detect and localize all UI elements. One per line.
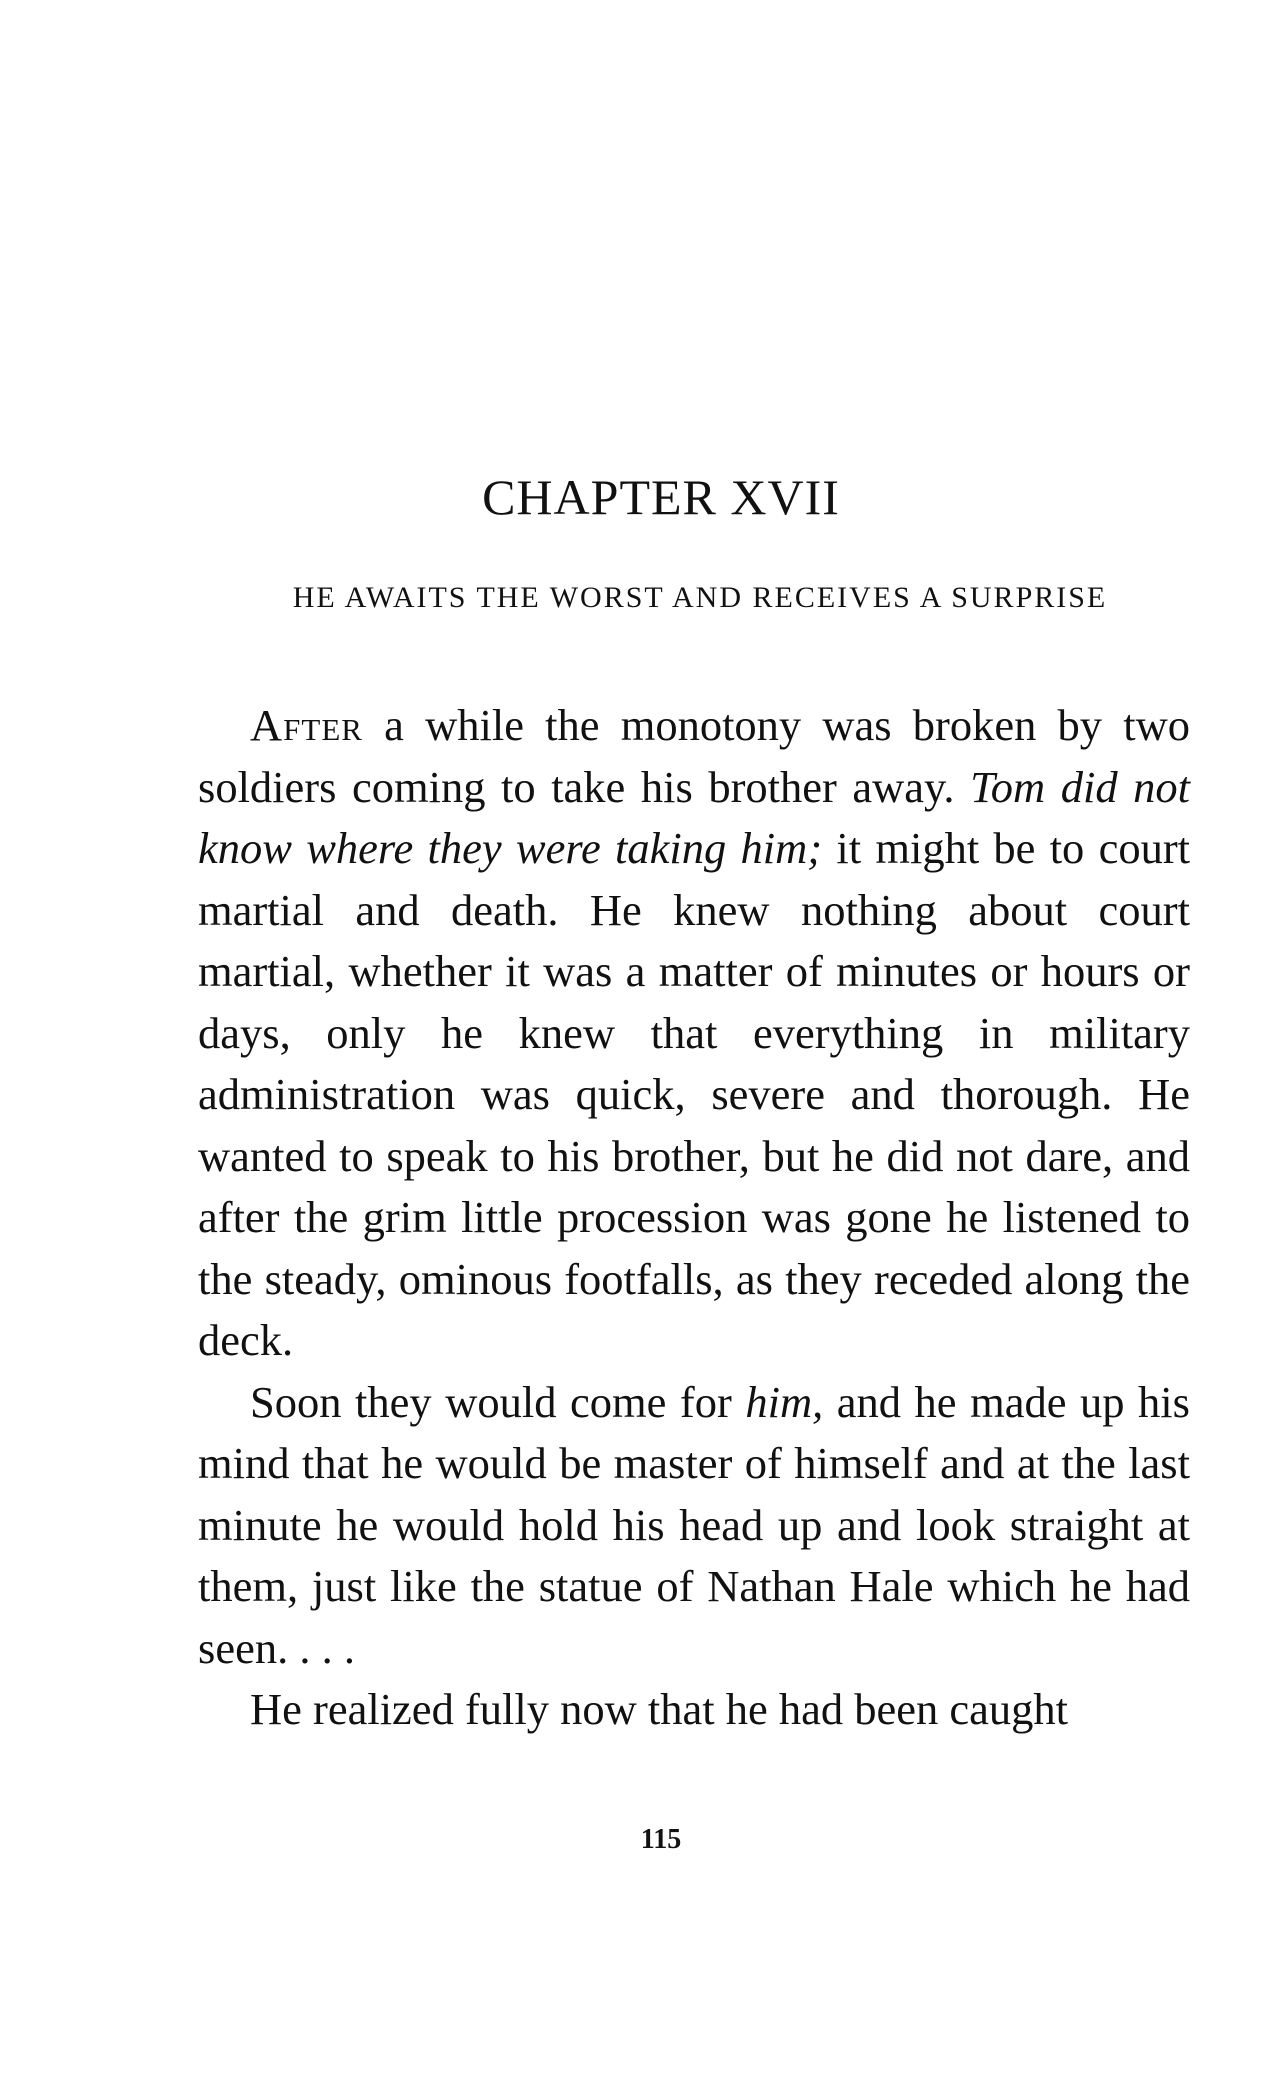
paragraph-text: and he made up his mind that he would be master of himself and at the last minute he would hold his head up and look straight at them, just like the statue of Nathan Hale which he had seen. . . . xyxy=(198,1376,1190,1673)
paragraph-text-italic: Tom did not know where they were taking him; xyxy=(198,761,1191,873)
paragraph-text: Soon they would come for xyxy=(250,1376,746,1427)
chapter-title: CHAPTER XVII xyxy=(482,469,840,525)
drop-word: After xyxy=(250,700,363,750)
paragraph-text: it might be to court martial and death. He knew nothing about court martial, whether it was a matter of minutes or hours or days, only he knew that everything in military administration was quick, severe and thorough. He wanted to speak to his brother, but he did not dare, and after the grim little procession was gone he listened to the steady, ominous footfalls, as they receded along the deck. xyxy=(198,823,1190,1365)
page-number: 115 xyxy=(640,1824,682,1855)
chapter-body xyxy=(198,695,1190,1741)
paragraph-3 xyxy=(198,1679,1190,1741)
paragraph-text: He realized fully now that he had been caught xyxy=(250,1684,1068,1734)
paragraph-text: a while the monotony was broken by two soldiers coming to take his brother away. xyxy=(198,700,1190,812)
paragraph-1 xyxy=(198,695,1190,1372)
chapter-subtitle: HE AWAITS THE WORST AND RECEIVES A SURPRISE xyxy=(292,581,1108,614)
paragraph-2 xyxy=(198,1372,1190,1680)
paragraph-text-italic: him, xyxy=(745,1376,824,1427)
